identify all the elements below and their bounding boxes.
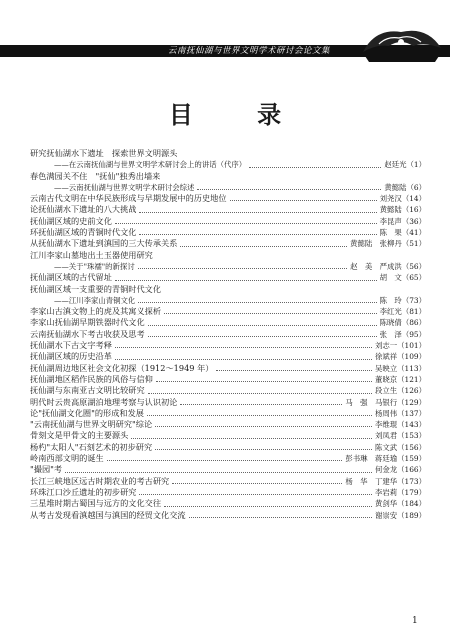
toc-entry [30,419,426,430]
toc-entry-title: 春色满园关不住 "抚仙"独秀出墙来 [30,170,161,181]
toc-entry-author-page: 杨周伟（137） [374,408,426,418]
toc-entry-author-page: 黄懿陆（6） [384,182,426,192]
toc-entry [30,351,426,362]
leader-dots [156,381,372,382]
leader-dots [131,438,372,439]
leader-dots [148,393,372,394]
toc-entry-title: 论抚仙湖水下遗址的八大挑战 [30,204,137,215]
toc-entry-title: 云南抚仙湖水下考古收获及思考 [30,328,145,339]
running-header [0,0,450,70]
leader-dots [115,280,377,281]
leader-dots [65,472,372,473]
toc-entry [30,204,426,215]
toc-entry [30,385,426,396]
toc-entry [30,442,426,453]
toc-entry-title: 抚仙湖地区稻作民族的风俗与信仰 [30,373,153,384]
toc-entry-author-page: 彭书琳 蒋廷瑜（159） [345,454,426,464]
toc-entry-title: "云南抚仙湖与世界文明研究"综论 [30,419,153,430]
toc-entry [30,171,426,182]
bronze-ornament-icon [355,22,445,70]
toc-entry-author-page: 李昆声（36） [379,216,426,226]
toc-entry-title: 骨刻文是甲骨文的主要源头 [30,430,129,441]
toc-entry-title: 研究抚仙湖水下遗址 探索世界文明源头 [30,148,178,158]
toc-entry-author-page: 黄懿陆 张柳丹（51） [350,239,426,249]
toc-entry [30,216,426,227]
toc-entry-author-page: 陈 果（41） [379,228,426,238]
toc-entry-author-page: 谢崇安（189） [374,510,426,520]
running-title: 云南抚仙湖与世界文明学术研讨会论文集 [168,46,331,56]
leader-dots [115,223,377,224]
toc-entry-title: ——在云南抚仙湖与世界文明学术研讨会上的讲话（代序） [54,160,247,170]
toc-entry [30,284,426,295]
toc-entry [30,476,426,487]
toc-entry-author-page: 吴映立（113） [374,363,426,373]
toc-entry-title: 李家山抚仙湖早期铁器时代文化 [30,317,145,328]
toc-entry-author-page: 李维琨（143） [374,420,426,430]
toc-entry-title: 李家山古滇文物上的虎及其寓义探析 [30,306,162,317]
toc-entry [30,272,426,283]
leader-dots [115,359,372,360]
toc-entry-author-page: 刘凤君（153） [374,431,426,441]
toc-entry-title: 明代时云贵高原湖泊地理考察与认识初论 [30,396,178,407]
toc-entry [30,430,426,441]
leader-dots [230,200,377,201]
toc-entry-title: 抚仙湖水下古文字考释 [30,340,112,351]
toc-entry [30,363,426,374]
leader-dots [138,268,347,269]
table-of-contents [30,148,426,521]
toc-entry-author-page: 刘尧汉（14） [379,194,426,204]
toc-entry [30,464,426,475]
leader-dots [107,460,343,461]
toc-entry [30,340,426,351]
leader-dots [172,483,342,484]
toc-entry-author-page: 李红光（81） [379,307,426,317]
page-title: 目 录 [168,100,310,129]
toc-entry [30,317,426,328]
toc-entry-author-page: 何金龙（166） [374,465,426,475]
toc-entry-title: 长江三峡地区远古时期农业的考古研究 [30,475,170,486]
leader-dots [155,426,372,427]
toc-entry [30,193,426,204]
toc-entry-author-page: 陈 玲（73） [379,295,426,305]
toc-entry [30,238,426,249]
leader-dots [139,494,371,495]
leader-dots [139,234,376,235]
toc-entry-author-page: 董晓京（121） [374,374,426,384]
toc-entry [30,487,426,498]
toc-entry [30,498,426,509]
leader-dots [164,506,372,507]
toc-entry [30,148,426,159]
leader-dots [216,370,371,371]
toc-entry-title: 从抚仙湖水下遗址到滇国的三大传承关系 [30,238,178,249]
toc-entry-title: 江川李家山墓地出土玉器使用研究 [30,249,153,260]
toc-entry-title: ——江川李家山青铜文化 [54,295,136,305]
toc-entry [30,408,426,419]
toc-entry-title: "撮园"考 [30,464,63,475]
toc-entry-author-page: 杨 华 丁建华（173） [345,476,426,486]
leader-dots [148,325,377,326]
leader-dots [139,212,376,213]
leader-dots [180,404,342,405]
toc-entry-title: 杨杓"太阳人"石刻艺术的初步研究 [30,441,153,452]
toc-entry-title: ——关于"珠襦"的新探讨 [54,261,135,271]
toc-entry-author-page: 徐斌祥（109） [374,352,426,362]
toc-entry-author-page: 黄剑华（184） [374,499,426,509]
toc-entry-author-page: 张 泽（95） [379,329,426,339]
toc-entry-title: 抚仙湖周边地区社会文化初探（1912～1949 年） [30,362,214,373]
toc-entry-author-page: 胡 文（65） [379,273,426,283]
toc-entry-author-page: 赵廷光（1） [384,160,426,170]
toc-entry-title: ——云南抚仙湖与世界文明学术研讨会综述 [54,182,195,192]
toc-entry [30,453,426,464]
toc-entry [30,510,426,521]
toc-entry-title: 岭南西部文明的诞生 [30,453,104,464]
toc-entry-title: 抚仙湖区域的历史沿革 [30,351,112,362]
toc-entry-author-page: 刘志一（101） [374,341,426,351]
toc-entry-title: 抚仙湖与东南亚古文明比较研究 [30,385,145,396]
toc-entry-author-page: 赵 美 严成洪（56） [350,261,426,271]
leader-dots [138,302,376,303]
leader-dots [189,517,372,518]
toc-entry [30,329,426,340]
toc-entry [30,261,426,272]
toc-entry-author-page: 黄懿陆（16） [379,205,426,215]
leader-dots [180,246,347,247]
toc-entry-author-page: 陈晓倩（86） [379,318,426,328]
leader-dots [249,167,381,168]
toc-entry-author-page: 陈文武（156） [374,442,426,452]
toc-entry-title: 论"抚仙湖文化圈"的形成和发展 [30,407,144,418]
leader-dots [197,189,381,190]
toc-entry [30,159,426,170]
leader-dots [115,347,372,348]
toc-entry [30,374,426,385]
leader-dots [148,336,377,337]
toc-entry-title: 环抚仙湖区域的青铜时代文化 [30,227,137,238]
toc-entry-author-page: 李岩莉（179） [374,487,426,497]
toc-entry-title: 抚仙湖区域一支重要的青铜时代文化 [30,283,162,294]
toc-entry [30,397,426,408]
toc-entry-title: 抚仙湖区域的古代留址 [30,272,112,283]
toc-entry [30,250,426,261]
toc-entry [30,295,426,306]
toc-entry-author-page: 段立生（126） [374,386,426,396]
toc-entry [30,227,426,238]
toc-entry [30,182,426,193]
toc-entry-title: 从考古发现看滇越国与滇国的经贸文化交流 [30,509,186,520]
toc-entry-title: 环珠江口沙丘遗址的初步研究 [30,486,137,497]
toc-entry-author-page: 马 强 马银行（129） [345,397,426,407]
toc-entry-title: 抚仙湖区域的史前文化 [30,215,112,226]
leader-dots [164,313,377,314]
toc-entry-title: 云南古代文明在中华民族形成与早期发展中的历史地位 [30,193,227,204]
toc-entry [30,306,426,317]
page-number: 1 [412,616,418,626]
toc-entry-title: 三星堆时期古蜀国与远方的文化交往 [30,498,162,509]
leader-dots [155,449,372,450]
leader-dots [147,415,372,416]
